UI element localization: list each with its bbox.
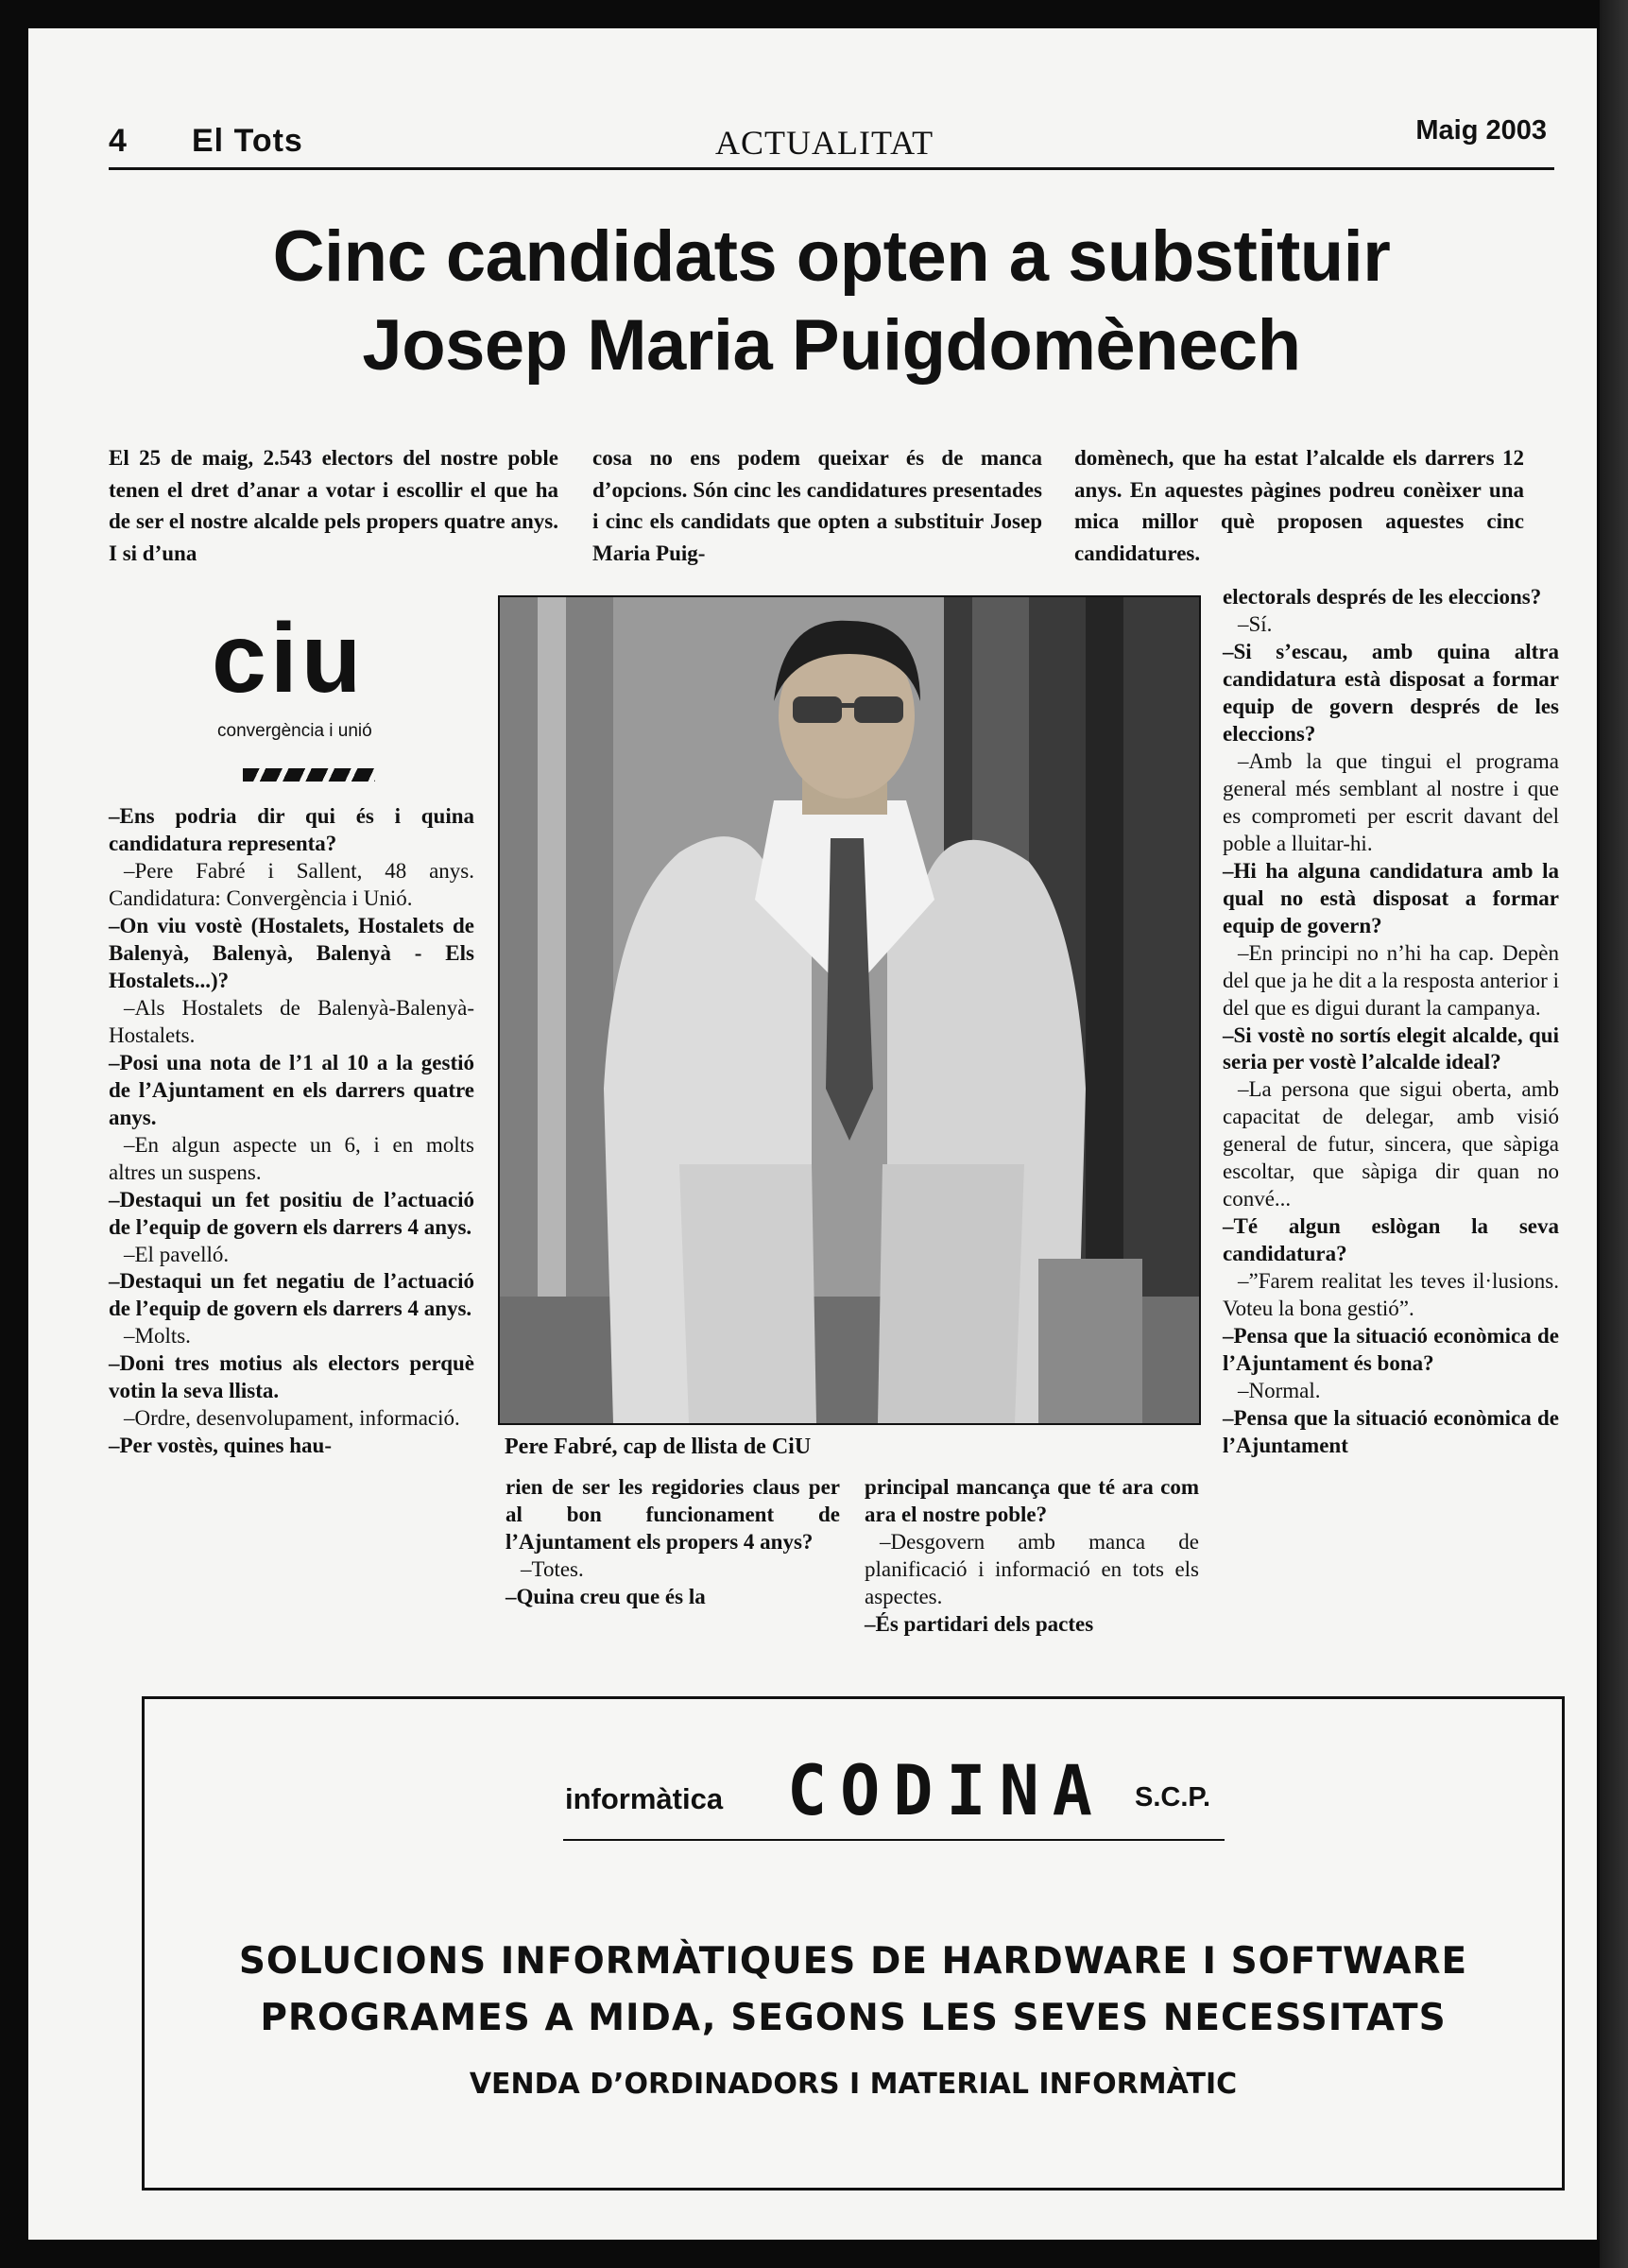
interview-answer: –La persona que sigui oberta, amb capacitat de delegar, amb visió general de futur, sincera, que sàpiga escoltar, que sàpiga dir quan no convé... <box>1223 1077 1559 1211</box>
interview-question: rien de ser les regidories claus per al bon funcionament de l’Ajuntament els propers 4 anys? <box>506 1475 840 1554</box>
interview-answer: –Normal. <box>1238 1379 1321 1403</box>
ad-line-2: PROGRAMES A MIDA, SEGONS LES SEVES NECESSITATS <box>260 1997 1447 2039</box>
interview-answer: –Sí. <box>1238 611 1273 636</box>
interview-answer: –Ordre, desenvolupament, informació. <box>124 1406 460 1431</box>
intro-column-2: cosa no ens podem queixar és de manca d’opcions. Són cinc les candidatures presentades i cinc els candidats que opten a substituir Josep Maria Puig- <box>592 446 1042 565</box>
interview-question: –És partidari dels pactes <box>865 1611 1094 1636</box>
ad-codina-logo: CODINA <box>787 1749 1105 1832</box>
interview-question: –Doni tres motius als electors perquè votin la seva llista. <box>109 1351 474 1403</box>
page-number: 4 <box>109 123 127 159</box>
interview-answer: –El pavelló. <box>124 1242 230 1266</box>
interview-column-2 <box>506 1474 840 1611</box>
interview-question: –Hi ha alguna candidatura amb la qual no està disposat a formar equip de govern? <box>1223 858 1559 937</box>
interview-answer: –Pere Fabré i Sallent, 48 anys. Candidatura: Convergència i Unió. <box>109 858 474 910</box>
advertisement <box>142 1696 1565 2191</box>
interview-column-3 <box>865 1474 1199 1639</box>
party-logo <box>132 604 406 784</box>
candidate-photo-icon <box>500 597 1199 1423</box>
photo-caption: Pere Fabré, cap de llista de CiU <box>505 1435 812 1459</box>
headline-line-2: Josep Maria Puigdomènech <box>362 305 1301 387</box>
interview-answer: –En principi no n’hi ha cap. Depèn del que ja he dit a la resposta anterior i del que es digui durant la campanya. <box>1223 940 1559 1020</box>
interview-question: –Si s’escau, amb quina altra candidatura està disposat a formar equip de govern després de les eleccions? <box>1223 639 1559 746</box>
party-logo-subtitle: convergència i unió <box>217 721 372 741</box>
article-headline <box>109 213 1554 390</box>
interview-answer: –Molts. <box>124 1324 191 1349</box>
intro-column-1: El 25 de maig, 2.543 electors del nostre poble tenen el dret d’anar a votar i escollir el que ha de ser el nostre alcalde pels propers quatre anys. I si d’una <box>109 446 558 565</box>
interview-answer: –En algun aspecte un 6, i en molts altres un suspens. <box>109 1132 474 1184</box>
interview-answer: –Desgovern amb manca de planificació i informació en tots els aspectes. <box>865 1529 1199 1608</box>
ad-line-1: SOLUCIONS INFORMÀTIQUES DE HARDWARE I SOFTWARE <box>238 1940 1468 1983</box>
interview-answer: –Amb la que tingui el programa general més semblant al nostre i que es comprometi per escrit davant del poble a lluitar-hi. <box>1223 748 1559 855</box>
interview-question: electorals després de les eleccions? <box>1223 585 1542 609</box>
party-logo-wordmark: ciu <box>212 604 366 713</box>
interview-question: principal mancança que té ara com ara el nostre poble? <box>865 1475 1199 1526</box>
interview-column-1 <box>109 803 474 1460</box>
page-spine <box>1600 0 1628 2268</box>
intro-column-3: domènech, que ha estat l’alcalde els darrers 12 anys. En aquestes pàgines podreu conèixer una mica millor què proposen aquestes cinc candidatures. <box>1074 446 1524 565</box>
interview-question: –Posi una nota de l’1 al 10 a la gestió de l’Ajuntament en els darrers quatre anys. <box>109 1050 474 1129</box>
section-title: ACTUALITAT <box>715 124 934 162</box>
interview-question: –Pensa que la situació econòmica de l’Ajuntament és bona? <box>1223 1324 1559 1376</box>
ad-brand-left: informàtica <box>565 1782 724 1815</box>
interview-question: –Quina creu que és la <box>506 1584 706 1608</box>
interview-answer: –”Farem realitat les teves il·lusions. Voteu la bona gestió”. <box>1223 1269 1559 1321</box>
ad-brand-right: S.C.P. <box>1135 1782 1211 1813</box>
issue-date: Maig 2003 <box>1415 115 1547 146</box>
interview-question: –Destaqui un fet positiu de l’actuació de l’equip de govern els darrers 4 anys. <box>109 1187 474 1239</box>
page-header <box>109 87 1554 170</box>
interview-answer: –Totes. <box>521 1556 584 1581</box>
interview-question: –On viu vostè (Hostalets, Hostalets de Balenyà, Balenyà, Balenyà - Els Hostalets...)? <box>109 913 474 992</box>
ad-line-3: VENDA D’ORDINADORS I MATERIAL INFORMÀTIC <box>469 2068 1238 2101</box>
interview-answer: –Als Hostalets de Balenyà-Balenyà-Hostalets. <box>109 995 474 1047</box>
ad-divider <box>563 1839 1225 1841</box>
magazine-page <box>28 28 1597 2240</box>
interview-question: –Si vostè no sortís elegit alcalde, qui seria per vostè l’alcalde ideal? <box>1223 1022 1559 1074</box>
publication-name: El Tots <box>192 123 303 159</box>
party-logo-stripes <box>243 768 375 782</box>
interview-question: –Té algun eslògan la seva candidatura? <box>1223 1214 1559 1266</box>
interview-question: –Ens podria dir qui és i quina candidatura representa? <box>109 804 474 855</box>
interview-question: –Pensa que la situació econòmica de l’Ajuntament <box>1223 1406 1559 1458</box>
headline-line-1: Cinc candidats opten a substituir <box>272 216 1391 297</box>
candidate-photo <box>498 595 1201 1425</box>
interview-column-4 <box>1223 584 1559 1460</box>
interview-question: –Destaqui un fet negatiu de l’actuació de l’equip de govern els darrers 4 anys. <box>109 1269 474 1321</box>
interview-question: –Per vostès, quines hau- <box>109 1434 332 1458</box>
